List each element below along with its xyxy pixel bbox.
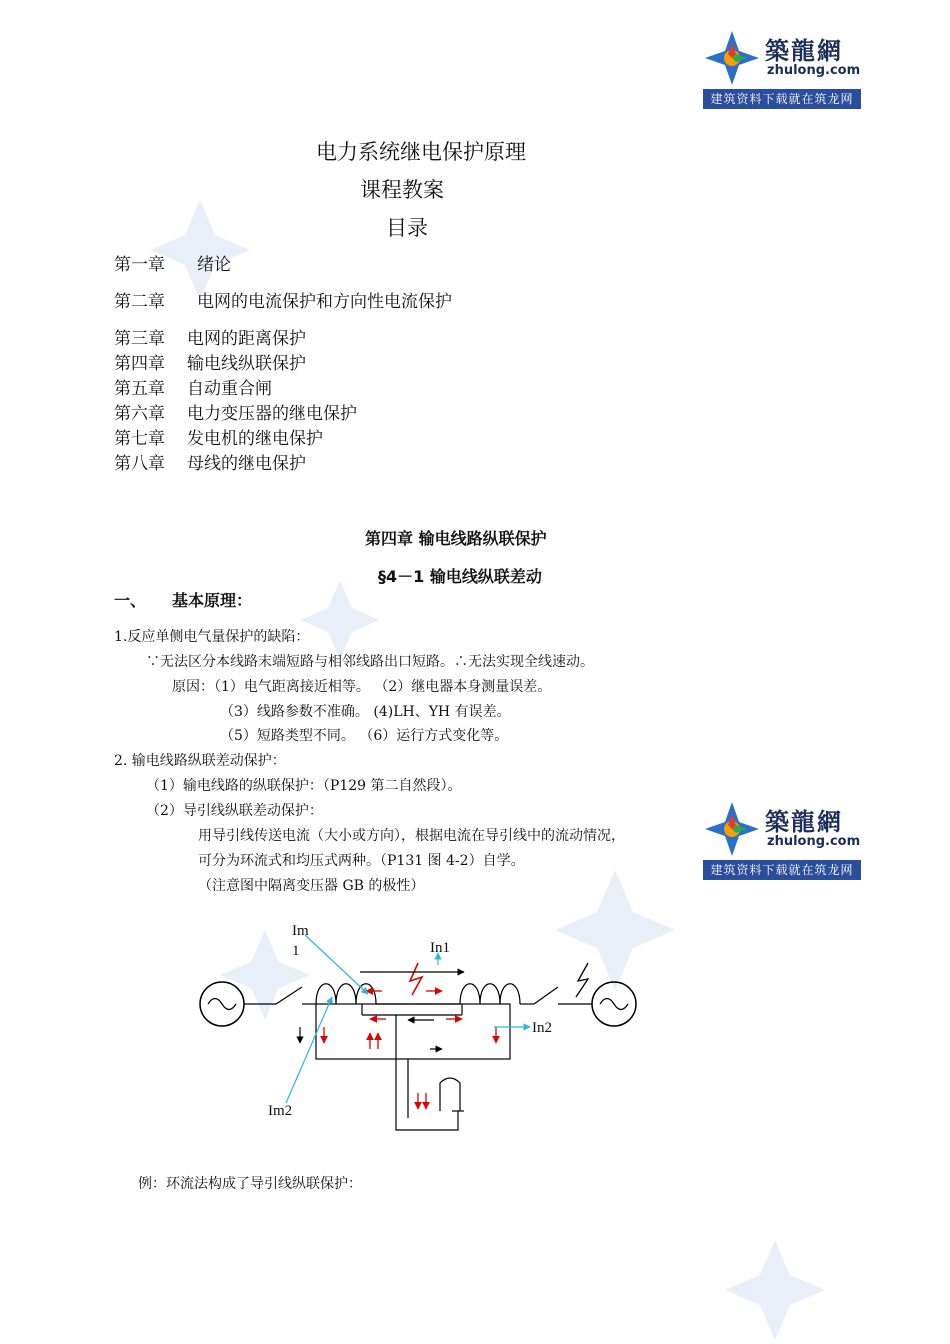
chapter-heading: 第四章 输电线路纵联保护 bbox=[365, 529, 547, 548]
toc-chapter: 第八章 bbox=[114, 454, 165, 474]
part-title: 基本原理： bbox=[172, 591, 253, 610]
toc-title: 电网的电流保护和方向性电流保护 bbox=[197, 292, 452, 312]
part-heading bbox=[114, 588, 252, 611]
toc-title: 发电机的继电保护 bbox=[187, 429, 323, 449]
external-fault-symbol-icon bbox=[576, 963, 588, 997]
toc-chapter: 第五章 bbox=[114, 379, 165, 399]
generator-left-icon bbox=[200, 982, 244, 1026]
toc-title: 自动重合闸 bbox=[187, 379, 272, 399]
toc-item bbox=[114, 349, 306, 374]
paragraph: （2）导引线纵联差动保护： bbox=[146, 803, 323, 819]
paragraph: （注意图中隔离变压器 GB 的极性） bbox=[198, 878, 425, 894]
toc-item bbox=[114, 250, 231, 275]
watermark-snowflake-icon bbox=[720, 1240, 830, 1340]
toc-title: 输电线纵联保护 bbox=[187, 354, 306, 374]
toc-title: 母线的继电保护 bbox=[187, 454, 306, 474]
toc-chapter: 第一章 bbox=[114, 255, 165, 275]
document-title: 电力系统继电保护原理 bbox=[316, 140, 526, 164]
paragraph: 例：环流法构成了导引线纵联保护： bbox=[138, 1176, 362, 1192]
part-number: 一、 bbox=[114, 591, 147, 610]
label-in1: In1 bbox=[430, 940, 450, 956]
label-im2: Im2 bbox=[268, 1103, 293, 1119]
label-in2: In2 bbox=[532, 1020, 552, 1036]
paragraph: （5）短路类型不同。 （6）运行方式变化等。 bbox=[220, 728, 509, 744]
paragraph: 用导引线传送电流（大小或方向），根据电流在导引线中的流动情况， bbox=[198, 828, 625, 844]
section-heading: §4－1 输电线纵联差动 bbox=[378, 567, 542, 586]
paragraph: 原因：（1）电气距离接近相等。 （2）继电器本身测量误差。 bbox=[172, 679, 552, 695]
toc-item bbox=[114, 399, 357, 424]
zhulong-logo bbox=[703, 800, 861, 880]
toc-chapter: 第六章 bbox=[114, 404, 165, 424]
generator-right-icon bbox=[592, 982, 636, 1026]
paragraph: （1）输电线路的纵联保护：（P129 第二自然段）。 bbox=[146, 778, 462, 794]
toc-item bbox=[114, 287, 452, 312]
toc-chapter: 第四章 bbox=[114, 354, 165, 374]
toc-item bbox=[114, 424, 323, 449]
logo-name-cn: 築龍網 bbox=[765, 36, 843, 65]
logo-name-en: zhulong.com bbox=[767, 834, 861, 849]
toc-title: 电网的距离保护 bbox=[187, 329, 306, 349]
toc-item bbox=[114, 324, 306, 349]
label-im1-sub: 1 bbox=[292, 943, 300, 959]
toc-chapter: 第二章 bbox=[114, 292, 165, 312]
logo-name-en: zhulong.com bbox=[767, 63, 861, 78]
paragraph: 1.反应单侧电气量保护的缺陷： bbox=[114, 629, 310, 645]
zhulong-logo-icon bbox=[703, 800, 761, 858]
logo-tagline: 建筑资料下载就在筑龙网 bbox=[703, 860, 861, 880]
transmission-line bbox=[244, 984, 592, 1004]
toc-item bbox=[114, 449, 306, 474]
toc-title: 绪论 bbox=[197, 255, 231, 275]
pilot-wire-differential-diagram bbox=[190, 915, 650, 1135]
logo-name-cn: 築龍網 bbox=[765, 807, 843, 836]
document-subtitle: 课程教案 bbox=[360, 178, 444, 202]
paragraph: 可分为环流式和均压式两种。（P131 图 4-2）自学。 bbox=[198, 853, 525, 869]
toc-heading: 目录 bbox=[386, 216, 428, 240]
fault-symbol-icon bbox=[410, 963, 422, 995]
watermark-snowflake-icon bbox=[300, 580, 380, 660]
toc-title: 电力变压器的继电保护 bbox=[187, 404, 357, 424]
paragraph: （3）线路参数不准确。 (4)LH、YH 有误差。 bbox=[220, 704, 511, 720]
zhulong-logo bbox=[703, 29, 861, 109]
label-im1: Im bbox=[292, 923, 309, 939]
secondary-circuit bbox=[316, 1004, 510, 1130]
toc-chapter: 第三章 bbox=[114, 329, 165, 349]
toc-chapter: 第七章 bbox=[114, 429, 165, 449]
zhulong-logo-icon bbox=[703, 29, 761, 87]
paragraph: ∵无法区分本线路末端短路与相邻线路出口短路。∴无法实现全线速动。 bbox=[146, 654, 594, 670]
paragraph: 2. 输电线路纵联差动保护： bbox=[114, 753, 286, 769]
toc-item bbox=[114, 374, 272, 399]
current-arrows-red bbox=[324, 991, 496, 1109]
logo-tagline: 建筑资料下载就在筑龙网 bbox=[703, 89, 861, 109]
